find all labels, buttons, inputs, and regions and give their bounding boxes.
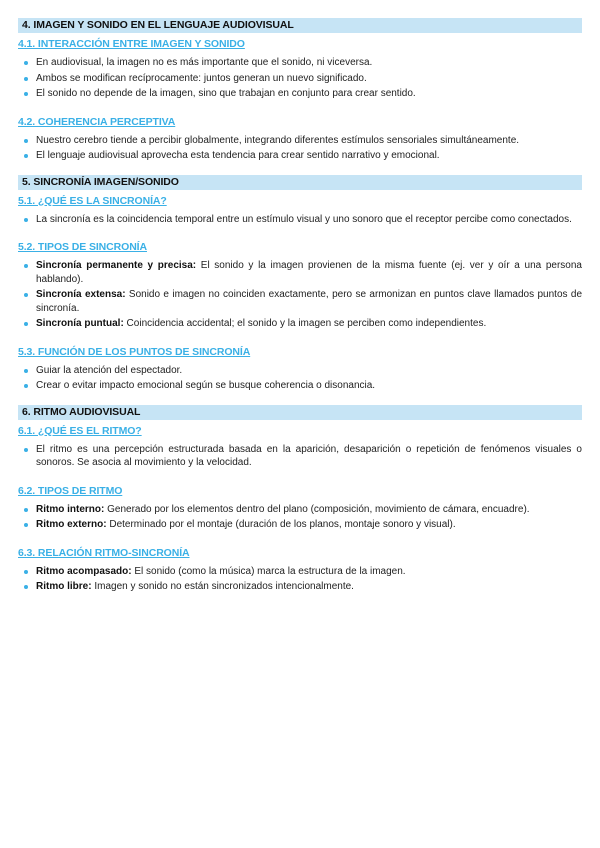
bullet-icon [24, 92, 28, 96]
bullet-list-6-3 [18, 565, 582, 594]
bullet-icon [24, 448, 28, 452]
subsection-title-5-1: 5.1. ¿QUÉ ES LA SINCRONÍA? [18, 194, 167, 207]
section-header-6: 6. RITMO AUDIOVISUAL [18, 405, 582, 420]
bullet-icon [24, 585, 28, 589]
list-item: Nuestro cerebro tiende a percibir globalmente, integrando diferentes estímulos sensoriales simultáneamente. [18, 134, 582, 148]
subsection-title-6-2: 6.2. TIPOS DE RITMO [18, 484, 123, 497]
list-item: Ambos se modifican recíprocamente: juntos generan un nuevo significado. [18, 72, 582, 86]
bullet-list-4-2 [18, 134, 582, 163]
section-header-4: 4. IMAGEN Y SONIDO EN EL LENGUAJE AUDIOVISUAL [18, 18, 582, 33]
list-item: El sonido no depende de la imagen, sino que trabajan en conjunto para crear sentido. [18, 87, 582, 101]
bullet-icon [24, 154, 28, 158]
list-item: Sincronía puntual: Coincidencia accidental; el sonido y la imagen se perciben como independientes. [18, 317, 582, 331]
list-item: La sincronía es la coincidencia temporal entre un estímulo visual y uno sonoro que el receptor percibe como conectados. [18, 213, 582, 227]
bullet-icon [24, 369, 28, 373]
bullet-list-5-3 [18, 364, 582, 393]
bullet-icon [24, 264, 28, 268]
list-item: Crear o evitar impacto emocional según se busque coherencia o disonancia. [18, 379, 582, 393]
list-item: Ritmo externo: Determinado por el montaje (duración de los planos, montaje sonoro y visual). [18, 518, 582, 532]
list-item: Ritmo acompasado: El sonido (como la música) marca la estructura de la imagen. [18, 565, 582, 579]
bullet-list-6-1 [18, 443, 582, 470]
list-item: Guiar la atención del espectador. [18, 364, 582, 378]
subsection-title-6-1: 6.1. ¿QUÉ ES EL RITMO? [18, 424, 142, 437]
bullet-icon [24, 384, 28, 388]
list-item: El ritmo es una percepción estructurada basada en la aparición, desaparición o repetición de fenómenos visuales o sonoros. Se asocia al movimiento y la velocidad. [18, 443, 582, 470]
bullet-icon [24, 508, 28, 512]
section-header-5: 5. SINCRONÍA IMAGEN/SONIDO [18, 175, 582, 190]
list-item: El lenguaje audiovisual aprovecha esta tendencia para crear sentido narrativo y emocional. [18, 149, 582, 163]
subsection-title-4-2: 4.2. COHERENCIA PERCEPTIVA [18, 115, 176, 128]
bullet-icon [24, 139, 28, 143]
bullet-list-4-1 [18, 56, 582, 101]
bullet-list-5-1 [18, 213, 582, 227]
bullet-icon [24, 570, 28, 574]
subsection-title-5-3: 5.3. FUNCIÓN DE LOS PUNTOS DE SINCRONÍA [18, 345, 251, 358]
list-item: En audiovisual, la imagen no es más importante que el sonido, ni viceversa. [18, 56, 582, 70]
list-item: Sincronía extensa: Sonido e imagen no coinciden exactamente, pero se armonizan en puntos clave llamados puntos de sincronía. [18, 288, 582, 315]
bullet-icon [24, 61, 28, 65]
list-item: Ritmo libre: Imagen y sonido no están sincronizados intencionalmente. [18, 580, 582, 594]
bullet-list-6-2 [18, 503, 582, 532]
list-item: Ritmo interno: Generado por los elementos dentro del plano (composición, movimiento de cámara, encuadre). [18, 503, 582, 517]
bullet-icon [24, 293, 28, 297]
bullet-icon [24, 77, 28, 81]
bullet-icon [24, 523, 28, 527]
list-item: Sincronía permanente y precisa: El sonido y la imagen provienen de la misma fuente (ej. ver y oír a una persona hablando). [18, 259, 582, 286]
bullet-icon [24, 322, 28, 326]
subsection-title-4-1: 4.1. INTERACCIÓN ENTRE IMAGEN Y SONIDO [18, 38, 245, 50]
subsection-title-6-3: 6.3. RELACIÓN RITMO-SINCRONÍA [18, 546, 190, 559]
subsection-title-5-2: 5.2. TIPOS DE SINCRONÍA [18, 241, 147, 253]
bullet-icon [24, 218, 28, 222]
bullet-list-5-2 [18, 259, 582, 331]
